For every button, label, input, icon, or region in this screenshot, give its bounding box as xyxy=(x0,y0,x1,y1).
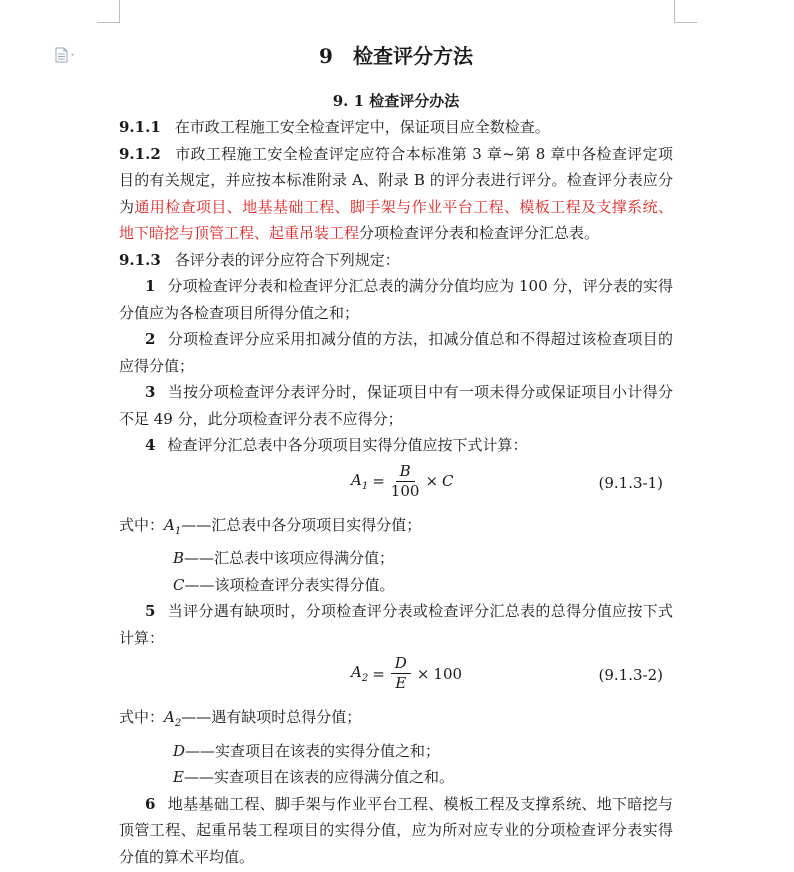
item-text: 分项检查评分应采用扣减分值的方法，扣减分值总和不得超过该检查项目的应得分值； xyxy=(119,330,673,375)
variable: E xyxy=(173,768,184,786)
clause-9-1-2 xyxy=(119,141,673,247)
where-row xyxy=(119,704,673,738)
item-text: 当评分遇有缺项时，分项检查评分表或检查评分汇总表的总得分值应按下式计算： xyxy=(119,602,673,647)
formula-lhs: $A_1$ xyxy=(351,470,369,492)
clause-number: 9.1.3 xyxy=(119,250,161,269)
variable: $A_2$ xyxy=(164,708,182,729)
item-number: 3 xyxy=(145,383,156,401)
formula-rhs: C xyxy=(442,472,454,490)
equation xyxy=(351,462,454,501)
where-row xyxy=(173,764,673,791)
document-page xyxy=(119,40,673,870)
highlighted-text: 通用检查项目、地基基础工程、脚手架与作业平台工程、模板工程及支撑系统、地下暗挖与顶管工程、起重吊装工程 xyxy=(119,197,673,242)
clause-text: 各评分表的评分应符合下列规定： xyxy=(174,250,400,269)
clause-text: 市政工程施工安全检查评定应符合本标准第 3 章~第 8 章中各检查评定项目的有关规定，并应按本标准附录 A、附录 B 的评分表进行评分。检查评分表应分为 xyxy=(119,144,673,216)
variable-desc: ——遇有缺项时总得分值； xyxy=(181,708,362,726)
multiply-sign: × xyxy=(416,664,430,683)
where-label: 式中： xyxy=(119,515,165,534)
item-text: 当按分项检查评分表评分时，保证项目中有一项未得分或保证项目小计得分不足 49 分，此分项检查评分表不应得分； xyxy=(119,383,673,428)
formula-9-1-3-2 xyxy=(119,654,673,700)
formula-9-1-3-1 xyxy=(119,462,673,508)
list-item-1 xyxy=(119,273,673,326)
fraction xyxy=(391,654,411,693)
where-row xyxy=(173,572,673,599)
equation-number: (9.1.3-1) xyxy=(598,473,663,492)
fraction xyxy=(391,462,420,501)
variable-desc: ——实查项目在该表的实得分值之和； xyxy=(185,741,441,760)
list-item-5 xyxy=(119,598,673,651)
where-row xyxy=(173,738,673,765)
chapter-title: 9 检查评分方法 xyxy=(319,44,473,68)
item-text: 检查评分汇总表中各分项项目实得分值应按下式计算： xyxy=(167,436,528,454)
multiply-sign: × xyxy=(425,472,439,490)
list-item-3 xyxy=(119,379,673,432)
page-corner-mark-top-right xyxy=(674,0,697,23)
formula-lhs: $A_2$ xyxy=(351,663,369,684)
clause-9-1-3 xyxy=(119,247,673,274)
numerator: D xyxy=(391,654,411,674)
equation-number: (9.1.3-2) xyxy=(598,666,663,684)
equals-sign: = xyxy=(372,664,385,683)
where-label: 式中： xyxy=(119,708,165,726)
page-corner-mark-top-left xyxy=(97,0,120,23)
item-text: 地基基础工程、脚手架与作业平台工程、模板工程及支撑系统、地下暗挖与顶管工程、起重吊装工程项目的实得分值，应为所对应专业的分项检查评分表实得分值的算术平均值。 xyxy=(119,794,673,866)
numerator: B xyxy=(396,462,415,482)
equals-sign: = xyxy=(372,472,385,490)
variable-desc: ——汇总表中该项应得满分值； xyxy=(184,549,395,567)
variable: B xyxy=(173,549,185,567)
variable: D xyxy=(173,741,186,760)
formula-rhs: 100 xyxy=(433,664,463,683)
variable-desc: ——该项检查评分表实得分值。 xyxy=(184,575,395,594)
clause-number: 9.1.2 xyxy=(119,144,161,163)
section-title: 9. 1 检查评分办法 xyxy=(332,92,460,110)
item-number: 6 xyxy=(145,794,156,813)
where-row xyxy=(173,545,673,572)
clause-text: 分项检查评分表和检查评分汇总表。 xyxy=(359,224,600,242)
equation xyxy=(351,654,462,693)
clause-number: 9.1.1 xyxy=(119,118,161,136)
list-item-6 xyxy=(119,791,673,871)
item-number: 4 xyxy=(145,436,156,454)
variable: C xyxy=(173,575,185,594)
variable-desc: ——汇总表中各分项项目实得分值； xyxy=(181,515,422,534)
variable: $A_1$ xyxy=(164,515,182,537)
list-item-4 xyxy=(119,432,673,459)
denominator: E xyxy=(395,674,407,692)
variable-desc: ——实查项目在该表的应得满分值之和。 xyxy=(183,768,454,786)
item-number: 1 xyxy=(145,277,156,295)
clause-9-1-1 xyxy=(119,114,673,141)
clause-text: 在市政工程施工安全检查评定中，保证项目应全数检查。 xyxy=(174,118,550,136)
denominator: 100 xyxy=(390,481,420,500)
document-icon[interactable] xyxy=(55,47,77,63)
item-number: 2 xyxy=(145,330,156,348)
list-item-2 xyxy=(119,326,673,379)
item-number: 5 xyxy=(145,602,156,620)
item-text: 分项检查评分表和检查评分汇总表的满分分值均应为 100 分，评分表的实得分值应为各检查项目所得分值之和； xyxy=(119,277,673,322)
where-row xyxy=(119,512,673,546)
